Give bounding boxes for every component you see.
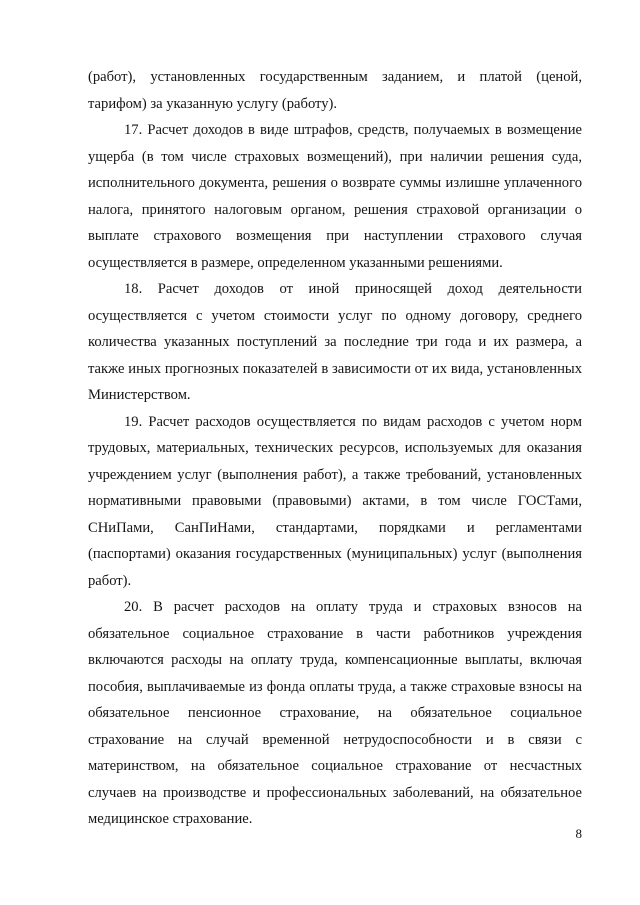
text-line: Министерством. [88, 387, 191, 403]
text-line: медицинское страхование. [88, 811, 253, 827]
text-line: осуществляется с учетом стоимости услуг по одному договору, среднего [88, 307, 582, 324]
text-line: выплате страхового возмещения при наступлении страхового случая [88, 228, 582, 244]
text-line: СНиПами, СанПиНами, стандартами, порядками и регламентами [88, 519, 582, 536]
text-line: ущерба (в том числе страховых возмещений), при наличии решения суда, [88, 148, 582, 165]
text-line: также иных прогнозных показателей в зависимости от их вида, установленных [88, 360, 582, 377]
text-line: обязательное пенсионное страхование, на обязательное социальное [88, 705, 582, 721]
text-line: 20. В расчет расходов на оплату труда и страховых взносов на [124, 599, 582, 615]
text-line: осуществляется в размере, определенном указанными решениями. [88, 254, 503, 271]
text-line: количества указанных поступлений за последние три года и их размера, а [88, 334, 582, 350]
text-line: включаются расходы на оплату труда, компенсационные выплаты, включая [88, 652, 582, 668]
text-line: (паспортами) оказания государственных (муниципальных) услуг (выполнения [88, 546, 582, 562]
text-line: исполнительного документа, решения о возврате суммы излишне уплаченного [88, 175, 582, 191]
text-line: 19. Расчет расходов осуществляется по видам расходов с учетом норм [124, 413, 582, 430]
text-line: учреждением услуг (выполнения работ), а также требований, установленных [88, 466, 582, 483]
text-line: материнством, на обязательное социальное страхование от несчастных [88, 758, 582, 774]
text-line: нормативными правовыми (правовыми) актами, в том числе ГОСТами, [88, 493, 582, 509]
text-line: работ). [88, 572, 132, 589]
text-line: обязательное социальное страхование в части работников учреждения [88, 625, 582, 642]
text-line: (работ), установленных государственным заданием, и платой (ценой, [88, 69, 582, 85]
text-line: страхование на случай временной нетрудоспособности и в связи с [88, 731, 582, 748]
page-number: 8 [575, 826, 582, 841]
text-line: случаев на производстве и профессиональных заболеваний, на обязательное [88, 784, 582, 801]
text-line: пособия, выплачиваемые из фонда оплаты труда, а также страховые взносы на [88, 678, 582, 695]
document-body [88, 64, 582, 833]
text-line: 17. Расчет доходов в виде штрафов, средств, получаемых в возмещение [124, 122, 582, 138]
text-line: 18. Расчет доходов от иной приносящей доход деятельности [124, 281, 582, 297]
text-line: тарифом) за указанную услугу (работу). [88, 95, 338, 112]
text-line: трудовых, материальных, технических ресурсов, используемых для оказания [88, 440, 582, 456]
text-line: налога, принятого налоговым органом, решения страховой организации о [88, 201, 582, 218]
